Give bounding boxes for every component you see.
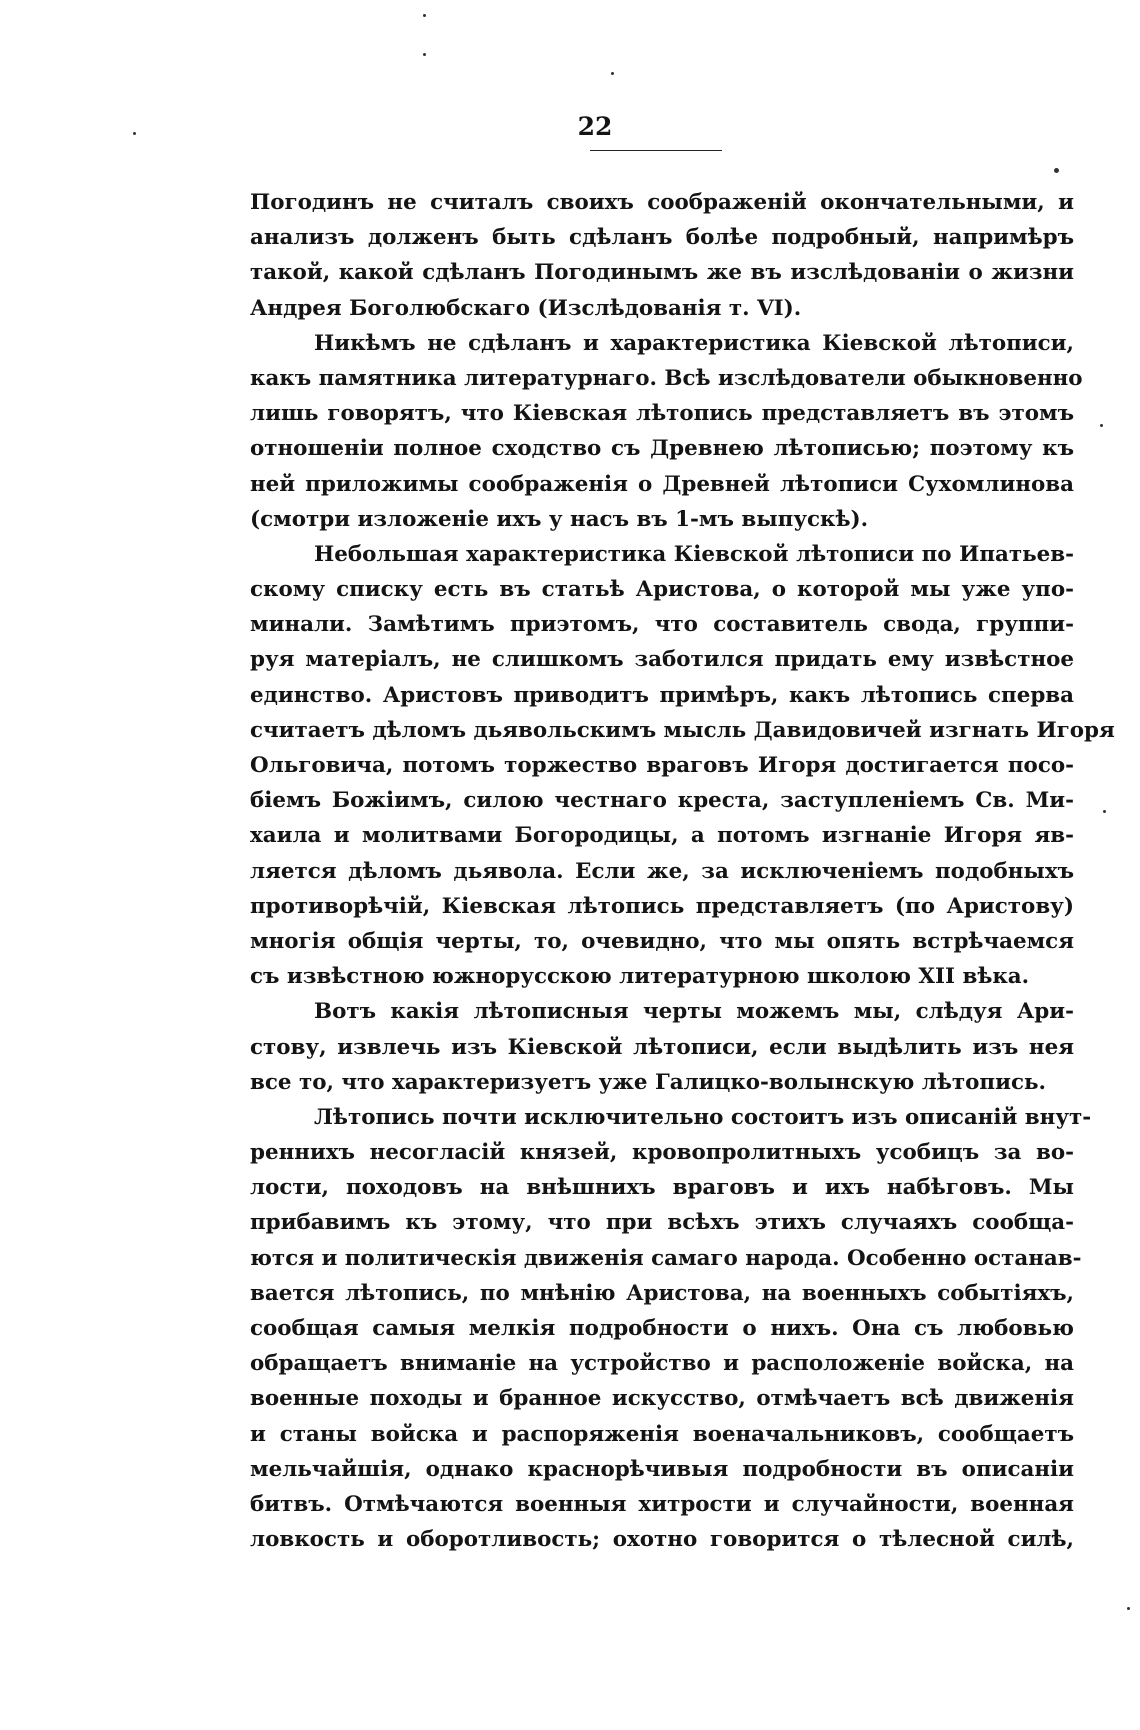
text-line: отношеніи полное сходство съ Древнею лѣтописью; поэтому къ <box>250 436 1074 462</box>
text-line: минали. Замѣтимъ приэтомъ, что составитель свода, группи- <box>250 612 1074 638</box>
text-line: мельчайшія, однако краснорѣчивыя подробности въ описаніи <box>250 1456 1074 1482</box>
text-line: реннихъ несогласій князей, кровопролитныхъ усобицъ за во- <box>250 1140 1074 1166</box>
text-line: вается лѣтопись, по мнѣнію Аристова, на военныхъ событіяхъ, <box>250 1280 1074 1306</box>
text-line: Никѣмъ не сдѣланъ и характеристика Кіевской лѣтописи, <box>314 330 1074 356</box>
scan-speck <box>1054 168 1059 173</box>
text-line: единство. Аристовъ приводитъ примѣръ, какъ лѣтопись сперва <box>250 682 1074 708</box>
text-line: битвъ. Отмѣчаются военныя хитрости и случайности, военная <box>250 1491 1074 1517</box>
text-line: многія общія черты, то, очевидно, что мы опять встрѣчаемся <box>250 928 1074 954</box>
text-line: Небольшая характеристика Кіевской лѣтописи по Ипатьев- <box>314 541 1074 567</box>
text-line: ней приложимы соображенія о Древней лѣтописи Сухомлинова <box>250 471 1074 497</box>
text-line: все то, что характеризуетъ уже Галицко-волынскую лѣтопись. <box>250 1069 1046 1095</box>
text-line: военные походы и бранное искусство, отмѣчаетъ всѣ движенія <box>250 1386 1074 1412</box>
text-line: руя матеріалъ, не слишкомъ заботился придать ему извѣстное <box>250 647 1074 673</box>
text-line: Андрея Боголюбскаго (Изслѣдованія т. VI). <box>250 295 802 321</box>
text-line: и станы войска и распоряженія военачальниковъ, сообщаетъ <box>250 1421 1074 1447</box>
text-line: обращаетъ вниманіе на устройство и расположеніе войска, на <box>250 1351 1074 1377</box>
text-line: сообщая самыя мелкія подробности о нихъ. Она съ любовью <box>250 1316 1074 1341</box>
text-line: Лѣтопись почти исключительно состоитъ изъ описаній внут- <box>314 1104 1092 1130</box>
text-line: съ извѣстною южнорусскою литературною школою XII вѣка. <box>250 964 1030 990</box>
text-line: считаетъ дѣломъ дьявольскимъ мысль Давидовичей изгнать Игоря <box>250 717 1115 743</box>
text-line: анализъ долженъ быть сдѣланъ болѣе подробный, напримѣръ <box>250 225 1074 251</box>
page-number-rule <box>590 150 722 151</box>
text-line: ются и политическія движенія самаго народа. Особенно останав- <box>250 1245 1082 1271</box>
scan-speck <box>423 53 426 56</box>
text-line: лости, походовъ на внѣшнихъ враговъ и ихъ набѣговъ. Мы <box>250 1175 1074 1201</box>
text-line: противорѣчій, Кіевская лѣтопись представляетъ (по Аристову) <box>250 893 1074 919</box>
text-line: Ольговича, потомъ торжество враговъ Игоря достигается посо- <box>250 753 1074 778</box>
scan-speck <box>1127 1607 1130 1610</box>
text-line: скому списку есть въ статьѣ Аристова, о которой мы уже упо- <box>250 577 1074 603</box>
text-line: (смотри изложеніе ихъ у насъ въ 1-мъ выпускѣ). <box>250 506 869 532</box>
text-line: стову, извлечь изъ Кіевской лѣтописи, если выдѣлить изъ нея <box>250 1034 1074 1060</box>
scan-speck <box>423 14 426 17</box>
body-text <box>250 185 1115 1557</box>
scan-speck <box>1103 810 1106 813</box>
text-line: лишь говорятъ, что Кіевская лѣтопись представляетъ въ этомъ <box>250 401 1074 427</box>
text-line: такой, какой сдѣланъ Погодинымъ же въ изслѣдованіи о жизни <box>250 260 1074 286</box>
scan-speck <box>1100 424 1103 427</box>
text-line: ловкость и оборотливость; охотно говорится о тѣлесной силѣ, <box>250 1527 1074 1553</box>
text-line: хаила и молитвами Богородицы, а потомъ изгнаніе Игоря яв- <box>250 823 1074 849</box>
text-line: Погодинъ не считалъ своихъ соображеній окончательными, и <box>250 190 1074 215</box>
text-line: прибавимъ къ этому, что при всѣхъ этихъ случаяхъ сообща- <box>250 1210 1074 1236</box>
text-line: Вотъ какія лѣтописныя черты можемъ мы, слѣдуя Ари- <box>314 999 1074 1025</box>
page-number: 22 <box>577 112 613 141</box>
text-line: біемъ Божіимъ, силою честнаго креста, заступленіемъ Св. Ми- <box>250 788 1074 814</box>
scan-speck <box>133 132 136 135</box>
scan-speck <box>611 72 614 75</box>
text-line: ляется дѣломъ дьявола. Если же, за исключеніемъ подобныхъ <box>250 858 1074 884</box>
text-line: какъ памятника литературнаго. Всѣ изслѣдователи обыкновенно <box>250 365 1083 391</box>
